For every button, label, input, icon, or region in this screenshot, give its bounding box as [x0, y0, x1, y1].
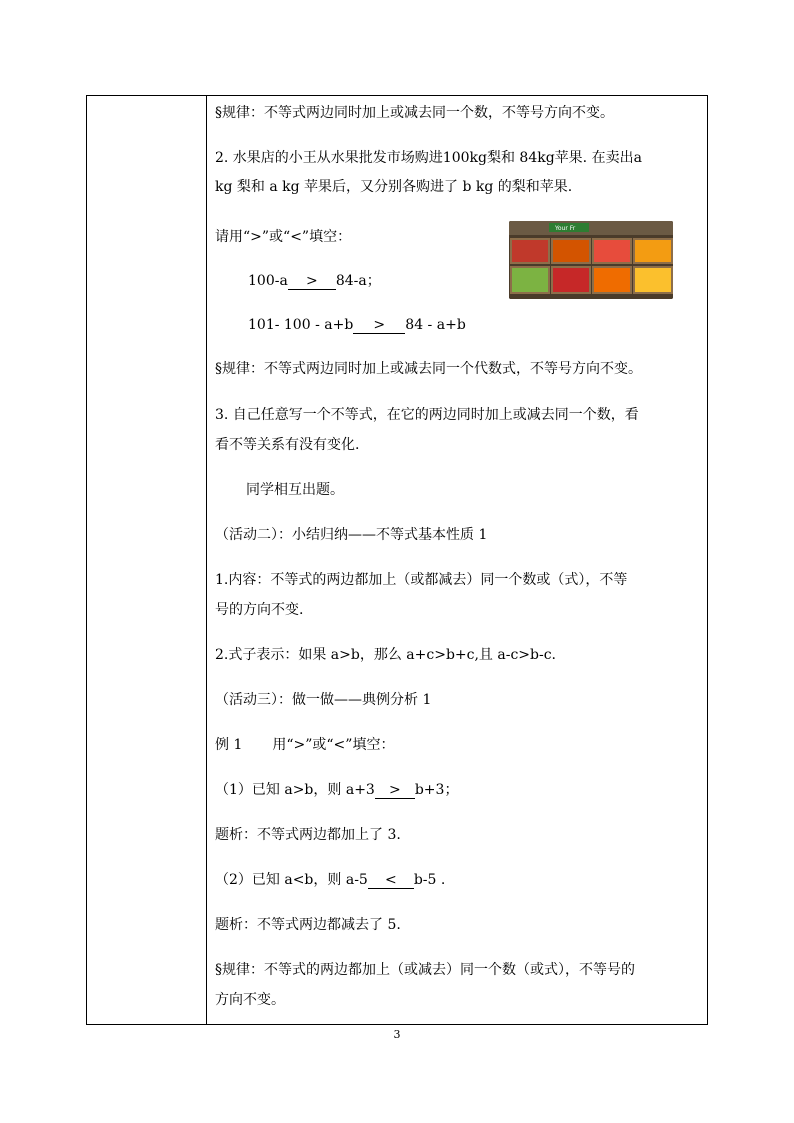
expression-2-right: 84 - a+b — [405, 317, 466, 333]
fruit-market-image — [509, 221, 673, 299]
expression-2 — [248, 316, 466, 334]
ex2-left: （2）已知 a<b，则 a-5 — [215, 872, 368, 888]
peer-exercise: 同学相互出题。 — [246, 482, 344, 498]
page-number: 3 — [393, 1028, 401, 1041]
question-2-line-2: kg 梨和 a kg 苹果后，又分别各购进了 b kg 的梨和苹果. — [215, 179, 573, 195]
question-3-line-2: 看不等关系有没有变化. — [215, 437, 360, 453]
expression-1-answer: > — [288, 274, 336, 290]
question-3-line-1: 3. 自己任意写一个不等式，在它的两边同时加上或减去同一个数，看 — [215, 407, 639, 423]
rule-3-line-2: 方向不变。 — [215, 992, 285, 1008]
content-line-2: 号的方向不变. — [215, 602, 304, 618]
ex2-answer: < — [368, 873, 414, 889]
question-2-line-1: 2. 水果店的小王从水果批发市场购进100kg梨和 84kg苹果. 在卖出a — [215, 150, 642, 166]
photo-caption: Your Fr — [555, 225, 576, 232]
example-prompt: 用“>”或“<”填空： — [272, 737, 395, 753]
table-column-divider — [206, 95, 207, 1025]
example-1-part-2 — [215, 871, 445, 889]
example-1-part-1 — [215, 781, 458, 799]
activity-3-heading: （活动三）：做一做——典例分析 1 — [215, 692, 432, 708]
ex1-answer: > — [375, 783, 415, 799]
fruit-market-photo — [509, 221, 673, 299]
expression-2-left: 101- 100 - a+b — [248, 317, 354, 333]
expression-2-answer: > — [353, 318, 405, 334]
expression-1-right: 84-a； — [335, 273, 381, 289]
fill-prompt: 请用“>”或“<”填空： — [215, 229, 352, 245]
rule-2: §规律：不等式两边同时加上或减去同一个代数式，不等号方向不变。 — [215, 361, 642, 377]
example-label: 例 1 — [215, 737, 243, 753]
ex1-left: （1）已知 a>b，则 a+3 — [215, 782, 375, 798]
example-1-analysis: 题析：不等式两边都加上了 3. — [215, 827, 401, 843]
example-2-analysis: 题析：不等式两边都减去了 5. — [215, 917, 401, 933]
example-1 — [215, 736, 394, 754]
activity-2-heading: （活动二）：小结归纳——不等式基本性质 1 — [215, 527, 488, 543]
ex1-right: b+3； — [414, 782, 459, 798]
formula: 2.式子表示：如果 a>b，那么 a+c>b+c,且 a-c>b-c. — [215, 647, 557, 663]
expression-1-left: 100-a — [248, 273, 288, 289]
ex2-right: b-5 . — [413, 872, 446, 888]
rule-3-line-1: §规律：不等式的两边都加上（或减去）同一个数（或式），不等号的 — [215, 962, 635, 978]
rule-1: §规律：不等式两边同时加上或减去同一个数，不等号方向不变。 — [215, 105, 614, 121]
expression-1 — [248, 272, 381, 290]
content-line-1: 1.内容：不等式的两边都加上（或都减去）同一个数或（式），不等 — [215, 572, 628, 588]
